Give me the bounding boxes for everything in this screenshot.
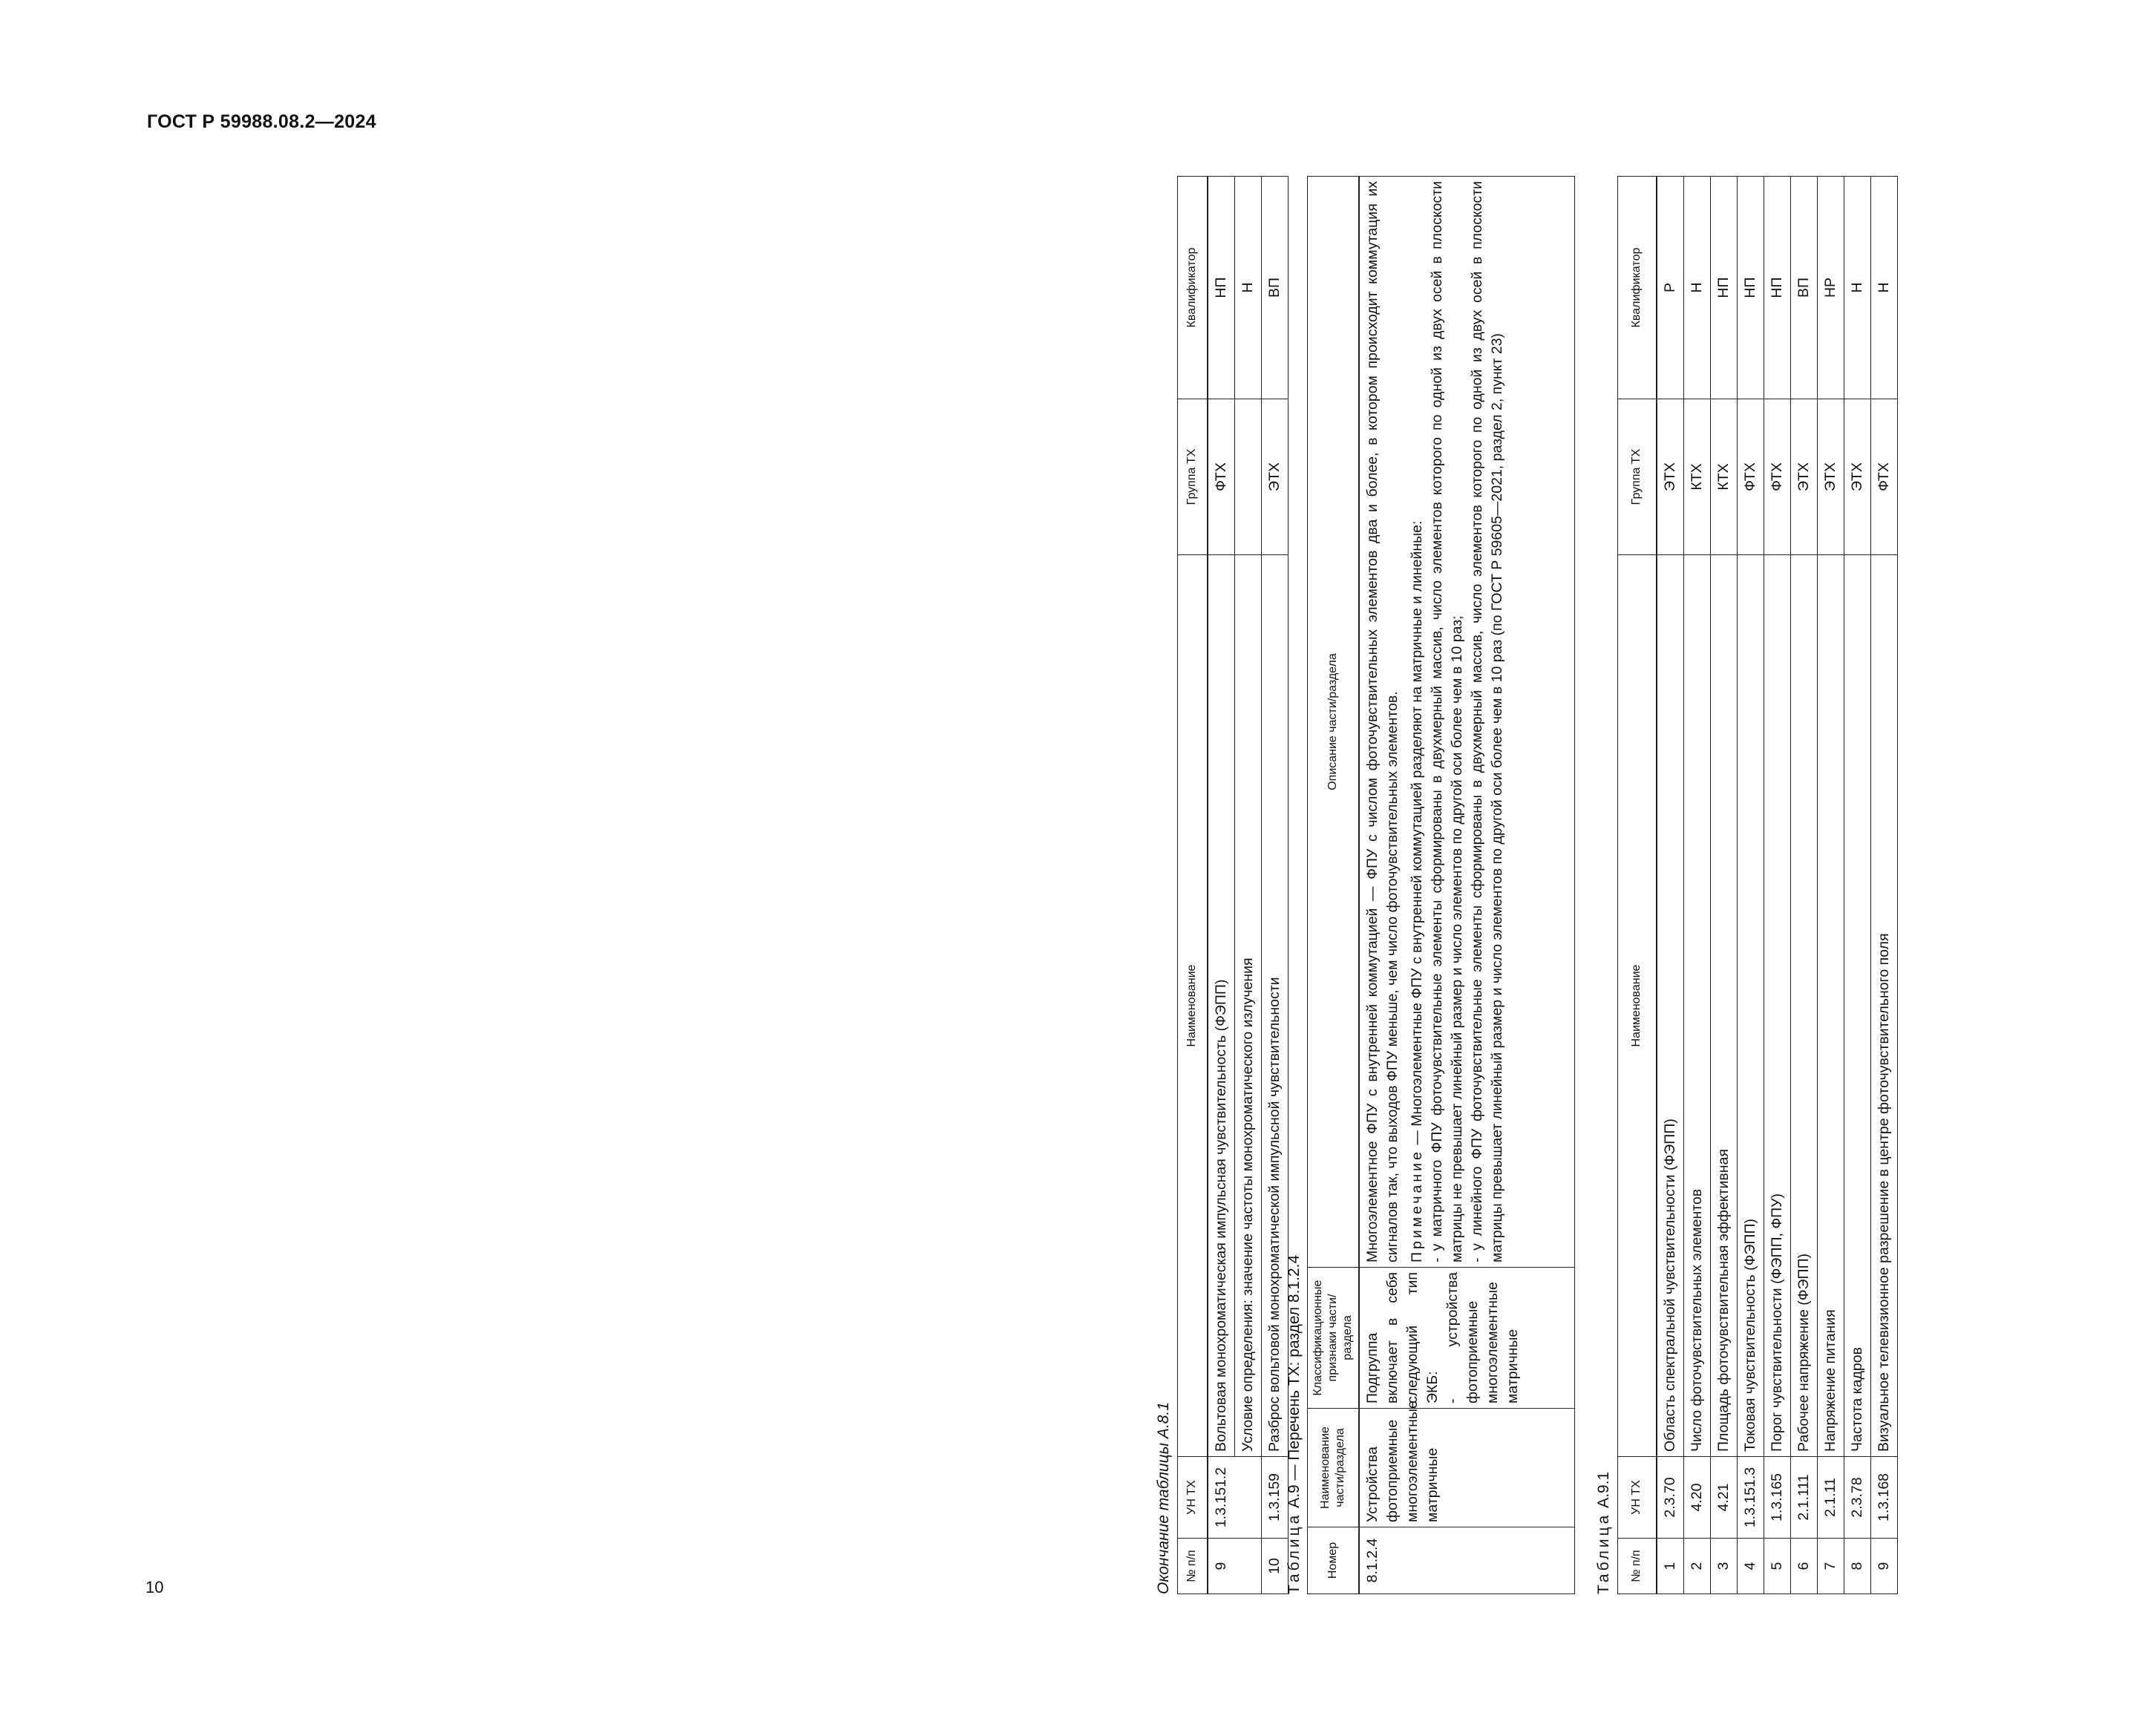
cell-qualifier: НП [1764,177,1790,399]
table-row [1208,177,1235,1594]
cell-group: ФТХ [1737,399,1764,555]
document-code: ГОСТ Р 59988.08.2—2024 [147,111,376,132]
cell-number: 8.1.2.4 [1359,1527,1574,1594]
table-row [1844,177,1870,1594]
cell-qualifier: НП [1737,177,1764,399]
rotated-content [1153,177,2148,1594]
description-note [1407,181,1427,1262]
cell-name: Условие определения: значение частоты монохроматического излучения [1234,555,1261,1457]
table-a9-caption-prefix: Таблица [1286,1512,1303,1594]
table-a91-caption-prefix: Таблица [1595,1512,1612,1594]
cell-qualifier: ВП [1261,177,1288,399]
cell-code: 1.3.165 [1764,1457,1790,1539]
cell-name: Токовая чувствительность (ФЭПП) [1737,555,1764,1457]
cell-number: 5 [1764,1539,1790,1594]
table-a9-caption-text: А.9 — Перечень ТХ: раздел 8.1.2.4 [1286,1254,1303,1508]
table-row [1870,177,1897,1594]
note-item-linear: - у линейного ФПУ фоточувствительные элементы сформированы в двухмерный массив, число элементов которого по одной из двух осей в плоскости матрицы превышает линейный размер и число элементов по другой оси более чем в 10 раз (по ГОСТ Р 59605—2021, раздел 2, пункт 23) [1469,181,1505,1262]
cell-group: ФТХ [1870,399,1897,555]
col-header: Квалификатор [1178,177,1208,399]
cell-code: 2.1.11 [1817,1457,1844,1539]
cell-name: Визуальное телевизионное разрешение в центре фоточувствительного поля [1870,555,1897,1457]
col-header: УН ТХ [1178,1457,1208,1539]
col-header: № п/п [1618,1539,1657,1594]
cell-group: ФТХ [1208,399,1235,555]
cell-qualifier: Н [1870,177,1897,399]
cell-name: Частота кадров [1844,555,1870,1457]
cell-name: Площадь фоточувствительная эффективная [1710,555,1737,1457]
col-header: Квалификатор [1618,177,1657,399]
cell-qualifier: Н [1234,177,1261,399]
cell-code: 2.3.78 [1844,1457,1870,1539]
table-row [1790,177,1817,1594]
cell-section-name: Устройства фотоприемные многоэлементные матричные [1359,1409,1574,1527]
cell-group: ЭТХ [1844,399,1870,555]
cell-name: Порог чувствительности (ФЭПП, ФПУ) [1764,555,1790,1457]
table-row [1737,177,1764,1594]
col-header: Классификационные признаки части/раздела [1308,1268,1360,1409]
cell-qualifier: НП [1208,177,1235,399]
col-header: Номер [1308,1527,1360,1594]
cell-code: 1.3.151.3 [1737,1457,1764,1539]
col-header: Группа ТХ [1618,399,1657,555]
table-a9-caption [1286,1255,1303,1594]
cell-number: 3 [1710,1539,1737,1594]
table-a91-caption [1595,1472,1613,1594]
cell-qualifier: Н [1683,177,1710,399]
col-header: Наименование [1178,555,1208,1457]
cell-qualifier: Н [1844,177,1870,399]
col-header: Наименование части/раздела [1308,1409,1360,1527]
cell-name: Область спектральной чувствительности (ФЭПП) [1657,555,1684,1457]
cell-classification: Подгруппа включает в себя следующий тип ЭКБ: - устройства фотоприемные многоэлементные матричные [1359,1268,1574,1409]
table-row [1234,177,1261,1594]
table-row [1359,177,1574,1594]
cell-group: ЭТХ [1657,399,1684,555]
col-header: Описание части/раздела [1308,177,1360,1268]
cell-qualifier: НП [1710,177,1737,399]
cell-number: 1 [1657,1539,1684,1594]
cell-number: 10 [1261,1539,1288,1594]
table-a81 [1177,176,1289,1594]
table-row [1657,177,1684,1594]
cell-group [1234,399,1261,555]
table-row [1683,177,1710,1594]
cell-number: 7 [1817,1539,1844,1594]
cell-group: ЭТХ [1790,399,1817,555]
cell-qualifier: НР [1817,177,1844,399]
cell-code: 1.3.151.2 [1208,1457,1235,1539]
cell-code: 4.21 [1710,1457,1737,1539]
table-row [1261,177,1288,1594]
cell-name: Вольтовая монохроматическая импульсная чувствительность (ФЭПП) [1208,555,1235,1457]
cell-group: КТХ [1683,399,1710,555]
cell-qualifier: ВП [1790,177,1817,399]
cell-number: 6 [1790,1539,1817,1594]
description-main: Многоэлементное ФПУ с внутренней коммутацией — ФПУ с числом фоточувствительных элементов два и более, в котором происходит коммутация их сигналов так, что выходов ФПУ меньше, чем число фоточувствительных элементов. [1364,181,1401,1262]
cell-code [1234,1457,1261,1539]
note-label: Примечание [1409,1149,1425,1262]
cell-code: 1.3.159 [1261,1457,1288,1539]
cell-group: КТХ [1710,399,1737,555]
col-header: УН ТХ [1618,1457,1657,1539]
table-row [1817,177,1844,1594]
table-a91-caption-text: А.9.1 [1595,1471,1612,1508]
cell-number: 9 [1870,1539,1897,1594]
cell-number: 8 [1844,1539,1870,1594]
cell-name: Число фоточувствительных элементов [1683,555,1710,1457]
cell-qualifier: Р [1657,177,1684,399]
cell-number: 4 [1737,1539,1764,1594]
cell-group: ФТХ [1764,399,1790,555]
cell-group: ЭТХ [1817,399,1844,555]
table-a81-caption: Окончание таблицы А.8.1 [1155,1402,1172,1594]
table-a91 [1617,176,1898,1594]
cell-number: 9 [1208,1539,1235,1594]
col-header: № п/п [1178,1539,1208,1594]
cell-name: Разброс вольтовой монохроматической импульсной чувствительности [1261,555,1288,1457]
cell-group: ЭТХ [1261,399,1288,555]
cell-code: 2.3.70 [1657,1457,1684,1539]
cell-number [1234,1539,1261,1594]
cell-code: 1.3.168 [1870,1457,1897,1539]
cell-description [1359,177,1574,1268]
table-a9 [1307,176,1575,1594]
page-number: 10 [145,1578,164,1596]
cell-name: Напряжение питания [1817,555,1844,1457]
cell-code: 4.20 [1683,1457,1710,1539]
cell-code: 2.1.111 [1790,1457,1817,1539]
note-item-matrix: - у матричного ФПУ фоточувствительные элементы сформированы в двухмерный массив, число элементов которого по одной из двух осей в плоскости матрицы не превышает линейный размер и число элементов по другой оси более чем в 10 раз; [1429,181,1465,1262]
cell-number: 2 [1683,1539,1710,1594]
note-text: — Многоэлементные ФПУ с внутренней коммутацией разделяют на матричные и линейные: [1409,520,1425,1150]
cell-name: Рабочее напряжение (ФЭПП) [1790,555,1817,1457]
col-header: Группа ТХ [1178,399,1208,555]
table-row [1764,177,1790,1594]
col-header: Наименование [1618,555,1657,1457]
table-row [1710,177,1737,1594]
